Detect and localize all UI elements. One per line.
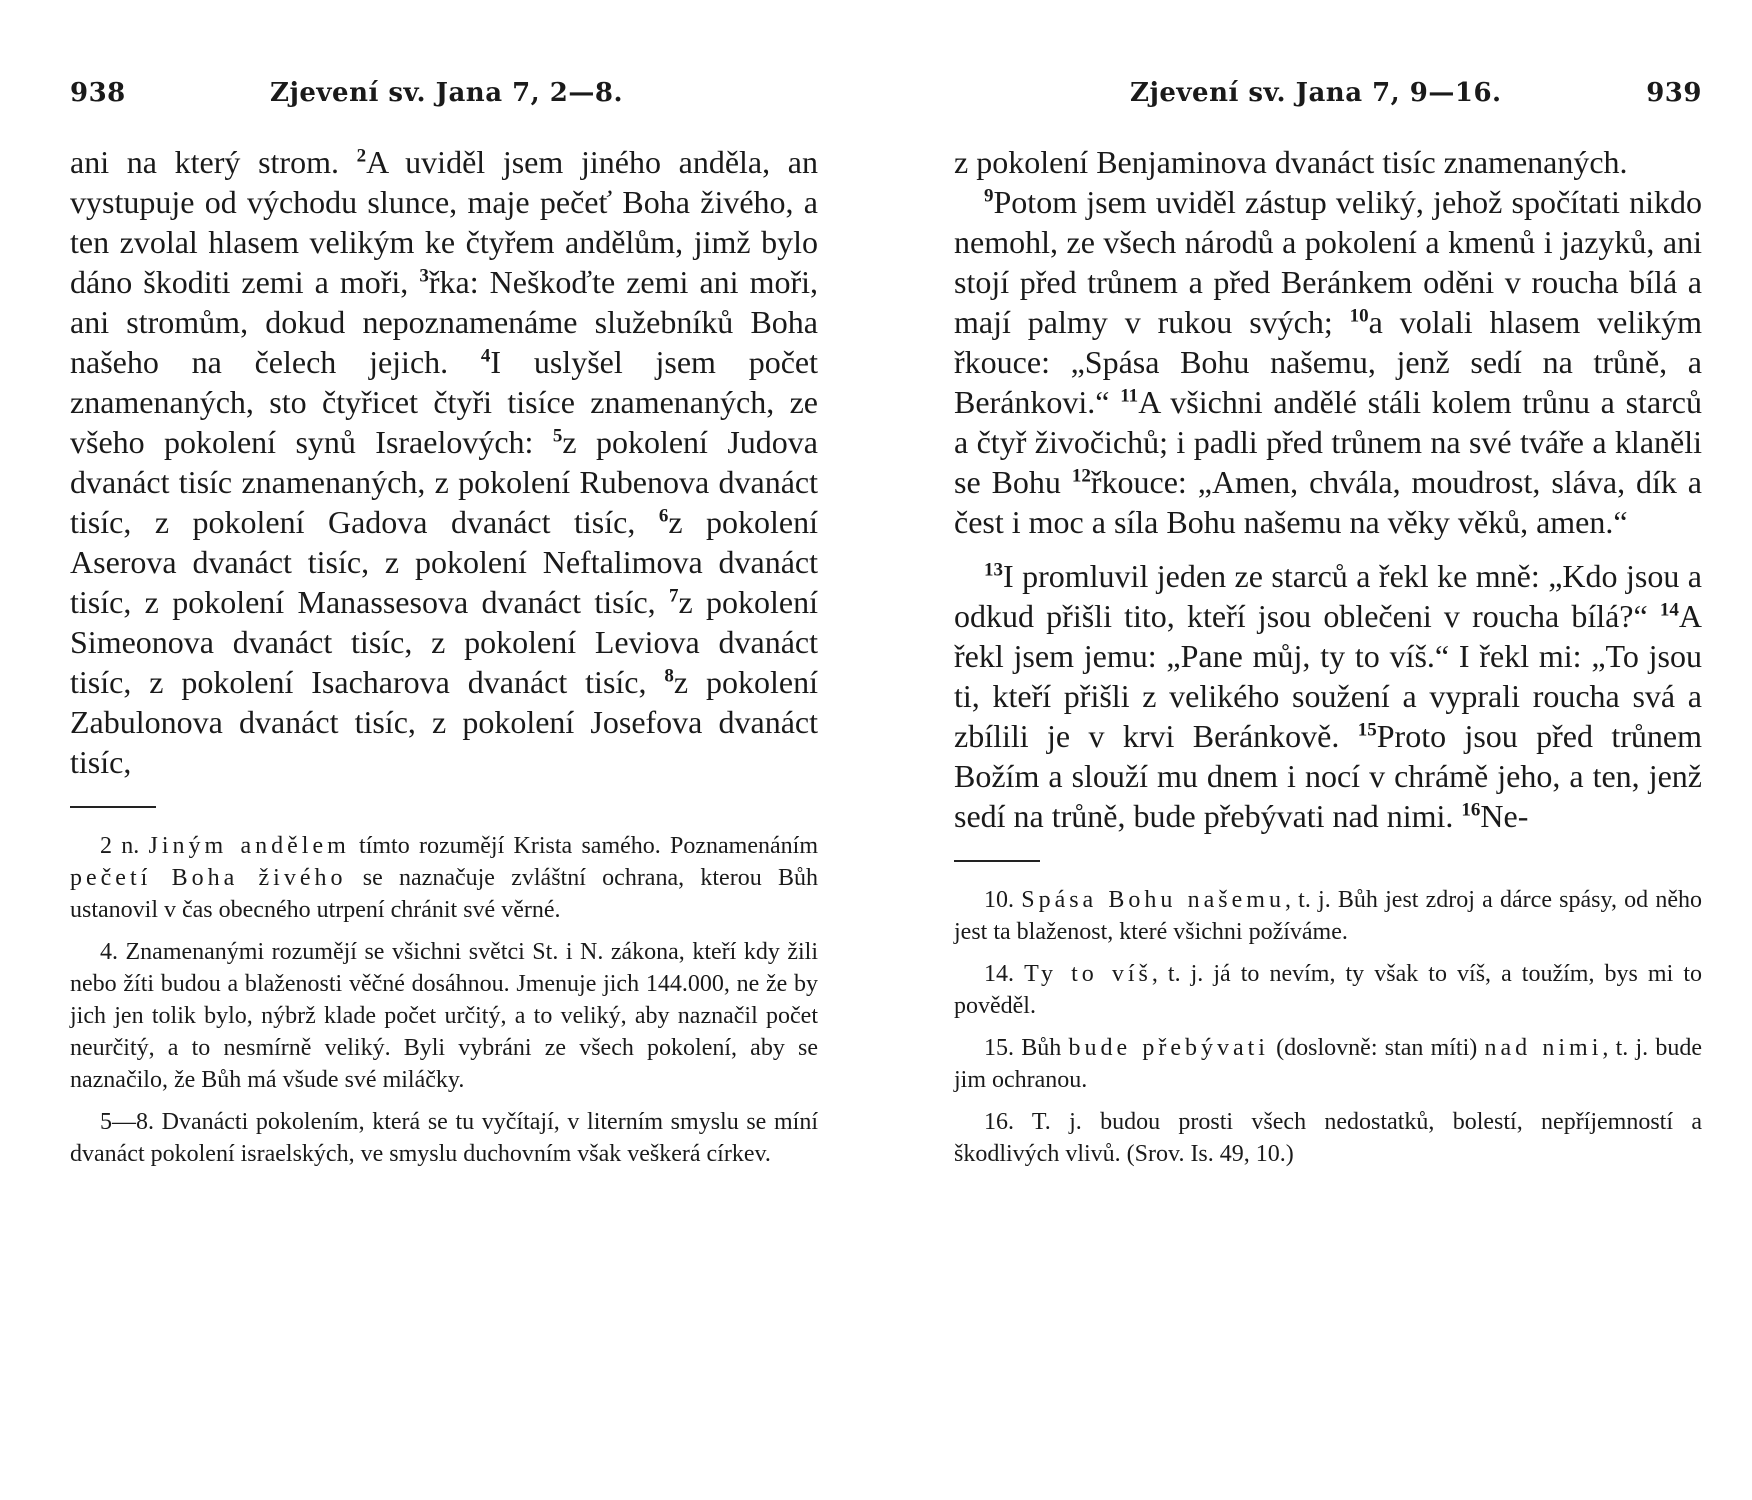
- verse-text: ani na který strom.: [70, 144, 357, 180]
- footnote-text: 10.: [984, 887, 1022, 913]
- verse-text: I uslyšel jsem počet znamenaných, sto čtyřicet čtyři tisíce znamenaných, ze všeho pokolení synů Israelových:: [70, 344, 819, 460]
- right-page: [954, 78, 1702, 1180]
- footnote-lemma: nad nimi: [1484, 1035, 1603, 1061]
- footnote-lemma: Jiným andělem: [148, 833, 350, 859]
- footnote: [70, 1106, 818, 1170]
- footnote-text: 15. Bůh: [984, 1035, 1069, 1061]
- footnote: [954, 1032, 1702, 1096]
- verse-text: z pokolení Aserova dvanáct tisíc, z pokolení Neftalimova dvanáct tisíc, z pokolení Manassesova dvanáct tisíc,: [70, 504, 819, 620]
- left-page-number: 938: [70, 78, 126, 108]
- footnote-lemma: Spása Bohu našemu: [1021, 887, 1285, 913]
- footnote: [70, 830, 818, 926]
- footnote-text: 14.: [984, 961, 1025, 987]
- right-page-number: 939: [1646, 78, 1702, 108]
- right-footnotes: [954, 884, 1702, 1170]
- verse-number: 13: [984, 559, 1003, 581]
- footnote-lemma: Ty to víš: [1024, 961, 1152, 987]
- footnote: [954, 1106, 1702, 1170]
- verse-text: Potom jsem uviděl zástup veliký, jehož spočítati nikdo nemohl, ze všech národů a pokolení a kmenů i jazyků, ani stojí před trůnem a před Beránkem oděni v roucha bílá a mají palmy v rukou svých;: [954, 184, 1702, 340]
- left-body-text: [70, 142, 818, 782]
- verse-number: 9: [984, 185, 994, 207]
- verse-number: 4: [480, 345, 491, 367]
- left-running-header: [70, 78, 818, 122]
- verse-number: 10: [1349, 305, 1369, 327]
- footnote: [954, 884, 1702, 948]
- right-footnote-rule: [954, 860, 1040, 862]
- footnote-text: , t. j. já to nevím, ty však to víš, a toužím, bys mi to pověděl.: [954, 961, 1702, 1019]
- right-paragraph: [954, 556, 1702, 836]
- footnote-text: (doslovně: stan míti): [1268, 1035, 1485, 1061]
- verse-number: 2: [356, 145, 367, 167]
- verse-number: 8: [664, 665, 674, 687]
- verse-text: Ne-: [1480, 798, 1529, 834]
- verse-number: 14: [1659, 599, 1679, 621]
- verse-number: 3: [419, 265, 429, 287]
- footnote-text: tímto rozumějí Krista samého. Poznamenáním: [349, 833, 818, 859]
- verse-text: řka: Neškoďte zemi ani moři, ani stromům, dokud nepoznamenáme služebníků Boha našeho na čelech jejich.: [70, 264, 819, 380]
- verse-text: A řekl jsem jemu: „Pane můj, ty to víš.“ I řekl mi: „To jsou ti, kteří přišli z velikého soužení a vyprali roucha svá a zbílili je v krvi Beránkově.: [954, 598, 1702, 754]
- verse-number: 11: [1120, 385, 1139, 407]
- verse-text: I promluvil jeden ze starců a řekl ke mně: „Kdo jsou a odkud přišli tito, kteří jsou oblečeni v roucha bílá?“: [954, 558, 1702, 634]
- verse-text: z pokolení Simeonova dvanáct tisíc, z pokolení Leviova dvanáct tisíc, z pokolení Isacharova dvanáct tisíc,: [70, 584, 819, 700]
- verse-number: 7: [668, 585, 679, 607]
- right-running-header: [954, 78, 1702, 122]
- footnote-text: , t. j. Bůh jest zdroj a dárce spásy, od něho jest ta blaženost, které všichni požíváme.: [954, 887, 1703, 945]
- verse-text: řkouce: „Amen, chvála, moudrost, sláva, dík a čest i moc a síla Bohu našemu na věky věků, amen.“: [954, 464, 1703, 540]
- footnote-text: , t. j. bude jim ochranou.: [954, 1035, 1702, 1093]
- verse-text: z pokolení Zabulonova dvanáct tisíc, z pokolení Josefova dvanáct tisíc,: [70, 664, 819, 780]
- verse-text: a volali hlasem velikým řkouce: „Spása Bohu našemu, jenž sedí na trůně, a Beránkovi.“: [954, 304, 1703, 420]
- verse-text: z pokolení Judova dvanáct tisíc znamenaných, z pokolení Rubenova dvanáct tisíc, z pokolení Gadova dvanáct tisíc,: [70, 424, 819, 540]
- verse-number: 6: [658, 505, 669, 527]
- verse-text: z pokolení Benjaminova dvanáct tisíc znamenaných.: [954, 144, 1628, 180]
- left-running-head: Zjevení sv. Jana 7, 2—8.: [270, 78, 624, 108]
- footnote: [70, 936, 818, 1096]
- left-footnote-rule: [70, 806, 156, 808]
- verse-number: 12: [1071, 465, 1091, 487]
- left-footnotes: [70, 830, 818, 1170]
- verse-number: 15: [1357, 719, 1377, 741]
- verse-text: A všichni andělé stáli kolem trůnu a starců a čtyř živočichů; i padli před trůnem na své tváře a klaněli se Bohu: [954, 384, 1703, 500]
- right-running-head: Zjevení sv. Jana 7, 9—16.: [1130, 78, 1502, 108]
- footnote-text: 5—8. Dvanácti pokolením, která se tu vyčítají, v literním smyslu se míní dvanáct pokolení israelských, ve smyslu duchovním však veškerá církev.: [70, 1109, 818, 1167]
- footnote-text: se naznačuje zvláštní ochrana, kterou Bůh ustanovil v čas obecného utrpení chránit své věrné.: [70, 865, 818, 923]
- verse-number: 5: [552, 425, 563, 447]
- footnote: [954, 958, 1702, 1022]
- left-paragraph: [70, 142, 818, 782]
- footnote-lemma: bude přebývati: [1068, 1035, 1269, 1061]
- verse-number: 16: [1461, 799, 1481, 821]
- left-page: [70, 78, 818, 1180]
- footnote-text: 2 n.: [100, 833, 149, 859]
- footnote-text: 16. T. j. budou prosti všech nedostatků, bolestí, nepříjemností a škodlivých vlivů. (Srov. Is. 49, 10.): [954, 1109, 1702, 1167]
- right-paragraph: [954, 142, 1702, 182]
- verse-text: Proto jsou před trůnem Božím a slouží mu dnem i nocí v chrámě jeho, a ten, jenž sedí na trůně, bude přebývati nad nimi.: [954, 718, 1703, 834]
- footnote-lemma: pečetí Boha živého: [70, 865, 347, 891]
- footnote-text: 4. Znamenanými rozumějí se všichni světci St. i N. zákona, kteří kdy žili nebo žíti budou a blaženosti věčné dosáhnou. Jmenuje jich 144.000, ne že by jich jen tolik bylo, nýbrž klade počet určitý, a to veliký, aby naznačil počet neurčitý, a to nesmírně veliký. Byli vybráni ze všech pokolení, aby se naznačilo, že Bůh má všude své miláčky.: [70, 939, 818, 1093]
- verse-text: A uviděl jsem jiného anděla, an vystupuje od východu slunce, maje pečeť Boha živého, a ten zvolal hlasem velikým ke čtyřem andělům, jimž bylo dáno škoditi zemi a moři,: [70, 144, 819, 300]
- right-paragraph: [954, 182, 1702, 542]
- right-body-text: [954, 142, 1702, 836]
